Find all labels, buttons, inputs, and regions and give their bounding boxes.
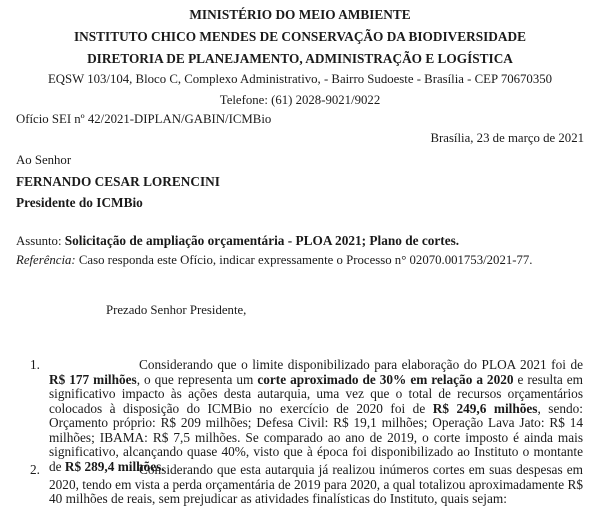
paragraph-text: , o que representa um	[136, 371, 258, 387]
paragraph-text: Considerando que o limite disponibilizado para elaboração do PLOA 2021 foi de	[139, 357, 583, 372]
paragraph-text: Considerando que esta autarquia já realizou inúmeros cortes em suas despesas em 2020, tendo em vista a perda orçamentária de 2019 para 2020, a qual totalizou aproximadamente R$ 40 milhões de reais, sem prejudicar as atividades finalísticas do Instituto, quais sejam:	[49, 462, 583, 506]
reference-label: Referência:	[16, 253, 76, 267]
paragraph-number: 2.	[30, 462, 40, 477]
reference-line	[16, 253, 533, 268]
phone-line: Telefone: (61) 2028-9021/9022	[219, 93, 381, 107]
subject-text: Solicitação de ampliação orçamentária - PLOA 2021; Plano de cortes.	[64, 233, 460, 248]
recipient-title: Presidente do ICMBio	[16, 195, 143, 210]
paragraph-text: e resulta em significativo impacto às ações desta autarquia, uma vez que o total de recursos orçamentários colocados à disposição do ICMBio no exercício de 2020 foi de	[49, 371, 584, 416]
emphasized-text: R$ 289,4 milhões.	[64, 458, 165, 474]
address-line: EQSW 103/104, Bloco C, Complexo Administrativo, - Bairro Sudoeste - Brasília - CEP 70670350	[47, 72, 553, 86]
emphasized-text: R$ 177 milhões	[49, 371, 137, 387]
emphasized-text: R$ 249,6 milhões	[432, 400, 538, 416]
paragraph-2	[49, 463, 583, 507]
greeting: Prezado Senhor Presidente,	[106, 303, 247, 317]
salutation-to: Ao Senhor	[16, 153, 72, 167]
recipient-name: FERNANDO CESAR LORENCINI	[16, 174, 220, 189]
subject-label: Assunto:	[16, 234, 62, 248]
office-reference-number: Ofício SEI nº 42/2021-DIPLAN/GABIN/ICMBio	[16, 112, 272, 126]
paragraph-1	[49, 358, 583, 474]
emphasized-text: corte aproximado de 30% em relação a 2020	[257, 371, 514, 387]
subject-line	[16, 233, 459, 249]
paragraph-text: , sendo: Orçamento próprio: R$ 209 milhões; Defesa Civil: R$ 19,1 milhões; Operação Lava Jato: R$ 14 milhões; IBAMA: R$ 7,5 milhões. Se comparado ao ano de 2019, o corte imposto é ainda mais significativo, alcançando quase 40%, visto que à época foi disponibilizado ao Instituto o montante de	[49, 400, 583, 474]
paragraph-number: 1.	[30, 357, 40, 372]
institute-heading: INSTITUTO CHICO MENDES DE CONSERVAÇÃO DA BIODIVERSIDADE	[74, 29, 526, 44]
place-date: Brasília, 23 de março de 2021	[430, 131, 584, 145]
reference-text: Caso responda este Ofício, indicar expressamente o Processo n° 02070.001753/2021-77.	[78, 253, 533, 267]
ministry-heading: MINISTÉRIO DO MEIO AMBIENTE	[189, 7, 411, 22]
directorate-heading: DIRETORIA DE PLANEJAMENTO, ADMINISTRAÇÃO E LOGÍSTICA	[87, 51, 513, 66]
